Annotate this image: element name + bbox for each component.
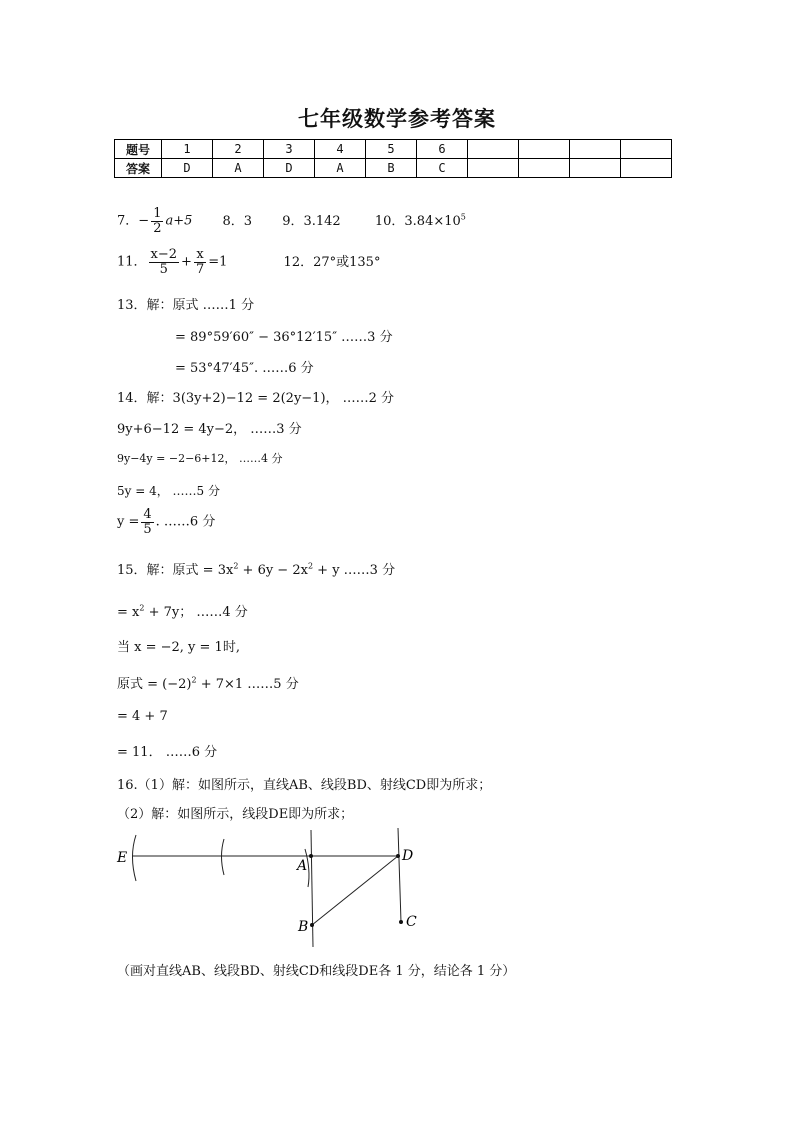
q15-exp: 2 xyxy=(139,603,145,613)
q15-line-6: = 11． ……6 分 xyxy=(117,745,218,760)
table-cell xyxy=(468,140,519,159)
q16-scoring-note: （画对直线AB、线段BD、射线CD和线段DE各 1 分，结论各 1 分） xyxy=(117,964,516,979)
answer-line-7-10 xyxy=(117,207,466,235)
q14-line-2: 9y+6−12 = 4y−2， ……3 分 xyxy=(117,422,302,437)
q11-f1-numerator: x−2 xyxy=(150,247,178,262)
arc-mark-mid xyxy=(222,839,225,875)
q7-rest: a+5 xyxy=(165,213,193,229)
q8-answer: 8．3 xyxy=(222,213,253,229)
q14-line-3: 9y−4y = −2−6+12， ……4 分 xyxy=(117,452,283,465)
table-cell: D xyxy=(264,159,315,178)
answer-table xyxy=(114,139,672,178)
q11-label: 11． xyxy=(117,254,147,270)
table-header: 答案 xyxy=(115,159,162,178)
q7-denominator: 2 xyxy=(153,220,162,236)
q16-line-1: 16.（1）解：如图所示，直线AB、线段BD、射线CD即为所求； xyxy=(117,778,492,793)
q12-answer: 12．27°或135° xyxy=(283,254,381,270)
page-title: 七年级数学参考答案 xyxy=(298,107,496,131)
table-cell xyxy=(519,140,570,159)
q11-rest: =1 xyxy=(208,254,228,270)
q16-line-2: （2）解：如图所示，线段DE即为所求； xyxy=(117,807,354,822)
table-cell xyxy=(468,159,519,178)
q15-l2-b: + 7y； ……4 分 xyxy=(144,605,248,620)
table-row xyxy=(115,140,672,159)
table-cell: A xyxy=(213,159,264,178)
table-cell xyxy=(570,140,621,159)
q14-line-4: 5y = 4， ……5 分 xyxy=(117,484,220,498)
q15-line-5: = 4 + 7 xyxy=(117,709,168,724)
label-e: E xyxy=(117,850,128,866)
q7-numerator: 1 xyxy=(153,206,162,221)
q10-base: 10．3.84×10 xyxy=(374,213,461,229)
point-c xyxy=(399,920,403,924)
table-cell: 3 xyxy=(264,140,315,159)
table-cell xyxy=(570,159,621,178)
q7-label: 7． xyxy=(117,213,139,229)
q9-answer: 9．3.142 xyxy=(282,213,341,229)
point-a xyxy=(309,854,313,858)
table-header: 题号 xyxy=(115,140,162,159)
q11-fraction-2 xyxy=(194,248,206,276)
table-cell xyxy=(621,159,672,178)
q11-f2-numerator: x xyxy=(196,247,204,262)
q14-fraction xyxy=(141,508,153,536)
q14-line-1: 14．解：3(3y+2)−12 = 2(2y−1)， ……2 分 xyxy=(117,391,395,406)
q15-line-1 xyxy=(117,559,395,578)
q15-l1-b: + 6y − 2x xyxy=(238,563,308,578)
q15-line-2 xyxy=(117,601,248,620)
table-cell xyxy=(621,140,672,159)
label-c: C xyxy=(406,914,417,930)
q11-fraction-1 xyxy=(149,248,180,276)
q14-denominator: 5 xyxy=(143,521,152,537)
q13-line-3: = 53°47′45″. ……6 分 xyxy=(175,361,314,376)
q11-f1-denominator: 5 xyxy=(159,261,168,277)
q15-exp: 2 xyxy=(191,675,197,685)
q15-l1-c: + y ……3 分 xyxy=(313,563,396,578)
q15-line-3: 当 x = −2, y = 1时, xyxy=(117,640,240,655)
q10-answer xyxy=(375,214,466,229)
q15-l4-b: + 7×1 ……5 分 xyxy=(196,677,299,692)
segment-bd xyxy=(312,856,398,925)
q11-f2-denominator: 7 xyxy=(195,261,205,277)
table-cell: 1 xyxy=(162,140,213,159)
table-cell xyxy=(519,159,570,178)
q15-line-4 xyxy=(117,673,299,692)
q13-line-2: = 89°59′60″ − 36°12′15″ ……3 分 xyxy=(175,330,393,345)
table-cell: 6 xyxy=(417,140,468,159)
q15-l2-a: = x xyxy=(117,605,140,620)
label-a: A xyxy=(297,858,308,874)
label-b: B xyxy=(298,919,309,935)
table-cell: C xyxy=(417,159,468,178)
point-d xyxy=(396,854,400,858)
q14-score: . ……6 分 xyxy=(155,514,216,530)
table-row xyxy=(115,159,672,178)
table-cell: D xyxy=(162,159,213,178)
q13-line-1: 13．解：原式 ……1 分 xyxy=(117,298,255,313)
q11-plus: + xyxy=(181,254,192,270)
ray-cd xyxy=(398,828,401,922)
table-cell: B xyxy=(366,159,417,178)
q14-y: y = xyxy=(117,514,140,530)
label-d: D xyxy=(402,848,414,864)
q15-l1-a: 15．解：原式 = 3x xyxy=(117,563,234,578)
geometry-figure xyxy=(115,825,425,950)
line-ab xyxy=(311,830,313,947)
q7-minus: − xyxy=(138,213,150,229)
q15-exp: 2 xyxy=(307,561,314,571)
q15-exp: 2 xyxy=(233,561,239,571)
table-cell: A xyxy=(315,159,366,178)
table-cell: 2 xyxy=(213,140,264,159)
table-cell: 4 xyxy=(315,140,366,159)
q14-numerator: 4 xyxy=(143,507,152,522)
q14-line-5 xyxy=(117,508,215,536)
q10-exponent: 5 xyxy=(460,212,466,222)
answer-line-11-12 xyxy=(117,248,380,276)
table-cell: 5 xyxy=(366,140,417,159)
q15-l4-a: 原式 = (−2) xyxy=(117,677,192,692)
arc-mark-e xyxy=(133,835,137,881)
q7-fraction xyxy=(151,207,163,235)
point-b xyxy=(310,923,314,927)
